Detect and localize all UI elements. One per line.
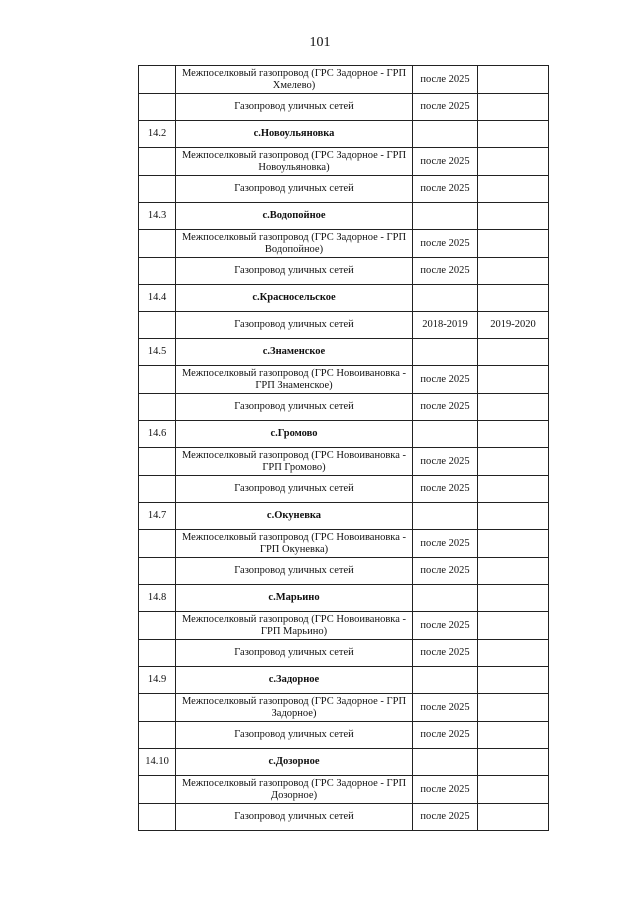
period-cell: после 2025 [413,804,478,831]
object-name-cell: Межпоселковый газопровод (ГРС Новоивановка - ГРП Громово) [176,448,413,476]
period-alt-cell [478,176,549,203]
row-number-cell [139,612,176,640]
object-name-cell: Межпоселковый газопровод (ГРС Задорное - ГРП Новоульяновка) [176,148,413,176]
object-name-cell: Газопровод уличных сетей [176,476,413,503]
row-number-cell: 14.10 [139,749,176,776]
period-cell: после 2025 [413,258,478,285]
period-cell [413,203,478,230]
table-row [139,394,549,421]
row-number-cell: 14.7 [139,503,176,530]
period-cell: после 2025 [413,558,478,585]
section-row [139,121,549,148]
period-cell: после 2025 [413,94,478,121]
row-number-cell: 14.4 [139,285,176,312]
settlement-name-cell: с.Окуневка [176,503,413,530]
period-cell [413,503,478,530]
period-alt-cell [478,148,549,176]
table-row [139,530,549,558]
settlement-name-cell: с.Марьино [176,585,413,612]
object-name-cell: Межпоселковый газопровод (ГРС Новоивановка - ГРП Знаменское) [176,366,413,394]
object-name-cell: Газопровод уличных сетей [176,94,413,121]
section-row [139,749,549,776]
settlement-name-cell: с.Громово [176,421,413,448]
row-number-cell [139,176,176,203]
period-alt-cell [478,722,549,749]
object-name-cell: Газопровод уличных сетей [176,640,413,667]
period-cell: после 2025 [413,66,478,94]
period-cell: после 2025 [413,530,478,558]
settlement-name-cell: с.Дозорное [176,749,413,776]
period-cell: после 2025 [413,476,478,503]
object-name-cell: Газопровод уличных сетей [176,176,413,203]
object-name-cell: Газопровод уличных сетей [176,722,413,749]
period-cell [413,285,478,312]
period-alt-cell [478,694,549,722]
row-number-cell [139,776,176,804]
row-number-cell [139,694,176,722]
row-number-cell [139,530,176,558]
period-alt-cell [478,476,549,503]
period-alt-cell [478,230,549,258]
object-name-cell: Межпоселковый газопровод (ГРС Задорное - ГРП Водопойное) [176,230,413,258]
period-alt-cell [478,121,549,148]
section-row [139,585,549,612]
settlement-name-cell: с.Водопойное [176,203,413,230]
period-alt-cell [478,640,549,667]
object-name-cell: Межпоселковый газопровод (ГРС Задорное - ГРП Задорное) [176,694,413,722]
period-cell: после 2025 [413,176,478,203]
object-name-cell: Газопровод уличных сетей [176,258,413,285]
section-row [139,667,549,694]
object-name-cell: Межпоселковый газопровод (ГРС Новоивановка - ГРП Марьино) [176,612,413,640]
table-row [139,558,549,585]
section-row [139,203,549,230]
period-alt-cell [478,749,549,776]
object-name-cell: Межпоселковый газопровод (ГРС Задорное - ГРП Хмелево) [176,66,413,94]
table-row [139,722,549,749]
table-row [139,640,549,667]
period-cell [413,749,478,776]
period-alt-cell [478,448,549,476]
table-row [139,366,549,394]
period-alt-cell [478,285,549,312]
row-number-cell [139,558,176,585]
object-name-cell: Газопровод уличных сетей [176,394,413,421]
period-cell [413,339,478,366]
table-row [139,448,549,476]
row-number-cell [139,66,176,94]
table-row [139,804,549,831]
period-alt-cell [478,776,549,804]
period-alt-cell [478,94,549,121]
period-alt-cell [478,530,549,558]
table-row [139,94,549,121]
row-number-cell [139,804,176,831]
period-alt-cell [478,366,549,394]
gas-pipeline-plan-table [138,65,549,831]
period-alt-cell [478,667,549,694]
row-number-cell: 14.5 [139,339,176,366]
section-row [139,503,549,530]
row-number-cell [139,366,176,394]
object-name-cell: Газопровод уличных сетей [176,804,413,831]
period-cell [413,121,478,148]
period-alt-cell [478,339,549,366]
section-row [139,339,549,366]
row-number-cell [139,312,176,339]
row-number-cell [139,476,176,503]
table-row [139,476,549,503]
period-alt-cell [478,203,549,230]
table-row [139,776,549,804]
row-number-cell [139,230,176,258]
row-number-cell [139,448,176,476]
row-number-cell: 14.6 [139,421,176,448]
period-cell: после 2025 [413,612,478,640]
row-number-cell [139,640,176,667]
period-alt-cell [478,394,549,421]
object-name-cell: Газопровод уличных сетей [176,558,413,585]
period-alt-cell [478,558,549,585]
settlement-name-cell: с.Задорное [176,667,413,694]
row-number-cell: 14.9 [139,667,176,694]
object-name-cell: Межпоселковый газопровод (ГРС Задорное - ГРП Дозорное) [176,776,413,804]
period-alt-cell [478,612,549,640]
period-cell [413,667,478,694]
row-number-cell: 14.8 [139,585,176,612]
period-cell [413,585,478,612]
period-cell: после 2025 [413,394,478,421]
row-number-cell [139,722,176,749]
period-cell: после 2025 [413,448,478,476]
settlement-name-cell: с.Знаменское [176,339,413,366]
settlement-name-cell: с.Красносельское [176,285,413,312]
table-row [139,230,549,258]
period-alt-cell [478,258,549,285]
table-row [139,694,549,722]
period-cell: после 2025 [413,230,478,258]
row-number-cell [139,394,176,421]
table-row [139,612,549,640]
period-alt-cell [478,585,549,612]
period-cell: 2018-2019 [413,312,478,339]
settlement-name-cell: с.Новоульяновка [176,121,413,148]
period-alt-cell [478,421,549,448]
row-number-cell: 14.2 [139,121,176,148]
object-name-cell: Газопровод уличных сетей [176,312,413,339]
period-cell: после 2025 [413,148,478,176]
period-alt-cell [478,66,549,94]
table-row [139,258,549,285]
row-number-cell [139,94,176,121]
table-row [139,148,549,176]
period-cell: после 2025 [413,694,478,722]
period-cell: после 2025 [413,366,478,394]
period-alt-cell [478,804,549,831]
plan-table-body [139,66,549,831]
table-row [139,176,549,203]
period-cell: после 2025 [413,640,478,667]
period-alt-cell: 2019-2020 [478,312,549,339]
page-number: 101 [309,35,331,50]
table-row [139,312,549,339]
object-name-cell: Межпоселковый газопровод (ГРС Новоивановка - ГРП Окуневка) [176,530,413,558]
period-alt-cell [478,503,549,530]
period-cell: после 2025 [413,722,478,749]
period-cell: после 2025 [413,776,478,804]
section-row [139,421,549,448]
section-row [139,285,549,312]
period-cell [413,421,478,448]
row-number-cell: 14.3 [139,203,176,230]
row-number-cell [139,258,176,285]
table-row [139,66,549,94]
row-number-cell [139,148,176,176]
